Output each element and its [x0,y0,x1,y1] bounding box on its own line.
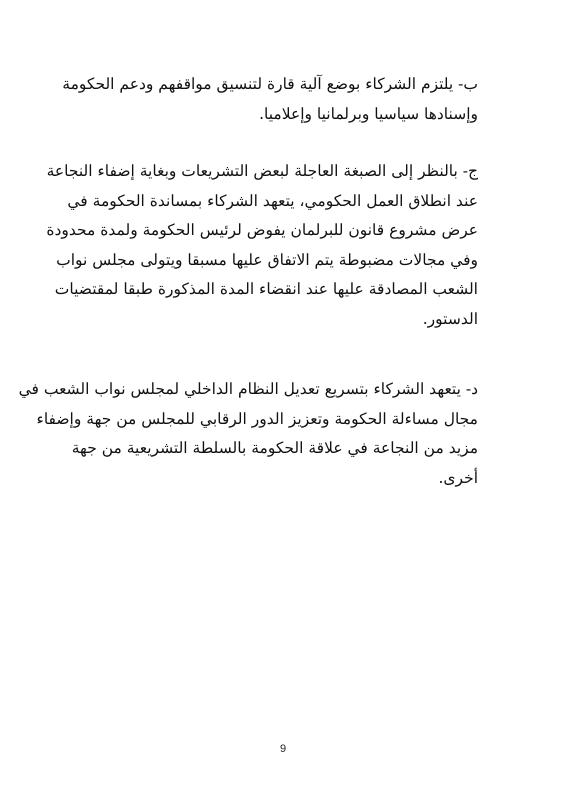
paragraph-line: د- يتعهد الشركاء بتسريع تعديل النظام الداخلي لمجلس نواب الشعب في [18,380,478,398]
paragraph-b [62,70,478,129]
paragraph-dal [18,375,478,493]
paragraph-line: وفي مجالات مضبوطة يتم الاتفاق عليها مسبقا ويتولى مجلس نواب [56,250,478,269]
paragraph-line: ج- بالنظر إلى الصبغة العاجلة لبعض التشريعات وبغاية إضفاء النجاعة [46,162,478,180]
paragraph-line: عند انطلاق العمل الحكومي، يتعهد الشركاء بمساندة الحكومة في [67,191,478,210]
paragraph-line: مجال مساءلة الحكومة وتعزيز الدور الرقابي للمجلس من جهة وإضفاء [36,409,478,428]
paragraph-line: الشعب المصادقة عليها عند انقضاء المدة المذكورة طبقا لمقتضيات [54,280,478,298]
paragraph-line: مزيد من النجاعة في علاقة الحكومة بالسلطة التشريعية من جهة [71,439,478,457]
page-number: 9 [279,743,287,755]
paragraph-line: أخرى. [438,468,478,487]
paragraph-line: وإسنادها سياسيا وبرلمانيا وإعلاميا. [259,104,478,123]
paragraph-line: الدستور. [422,309,478,328]
paragraph-jim [46,157,478,334]
paragraph-line: عرض مشروع قانون للبرلمان يفوض لرئيس الحكومة ولمدة محدودة [46,221,478,239]
paragraph-line: ب- يلتزم الشركاء بوضع آلية قارة لتنسيق مواقفهم ودعم الحكومة [62,75,478,93]
